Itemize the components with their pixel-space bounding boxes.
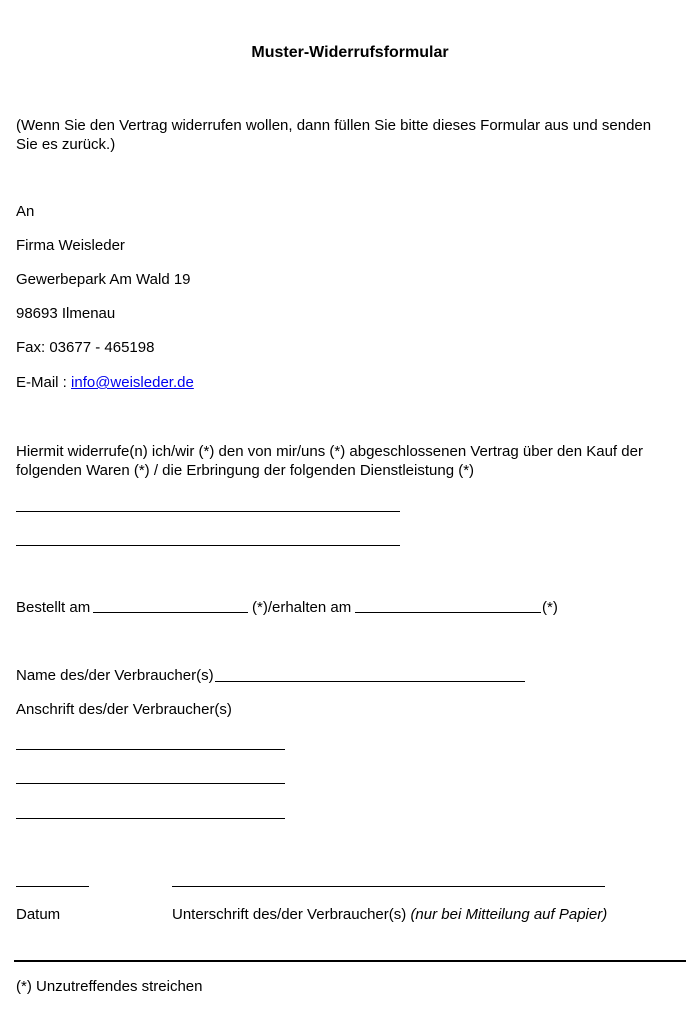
consumer-address-label: Anschrift des/der Verbraucher(s) <box>16 701 232 718</box>
form-title: Muster-Widerrufsformular <box>251 44 449 61</box>
recipient-fax: Fax: 03677 - 465198 <box>16 339 155 356</box>
signature-label: Unterschrift des/der Verbraucher(s) <box>172 906 411 923</box>
recipient-email-label: E-Mail : <box>16 374 72 391</box>
recipient-company: Firma Weisleder <box>16 237 125 254</box>
signature-note: (nur bei Mitteilung auf Papier) <box>410 906 608 923</box>
date-label: Datum <box>16 906 61 923</box>
signature-line[interactable] <box>172 886 605 887</box>
footnote-text: (*) Unzutreffendes streichen <box>16 978 203 995</box>
recipient-city: 98693 Ilmenau <box>16 305 116 322</box>
signature-label-row <box>172 905 607 924</box>
date-line[interactable] <box>16 886 89 887</box>
received-label: (*)/erhalten am <box>252 599 352 616</box>
recipient-street: Gewerbepark Am Wald 19 <box>16 271 191 288</box>
ordered-label: Bestellt am <box>16 599 91 616</box>
address-line-1[interactable] <box>16 749 285 750</box>
declaration-text: Hiermit widerrufe(n) ich/wir (*) den von mir/uns (*) abgeschlossenen Vertrag über den Kauf der folgenden Waren (*) / die Erbringung der folgenden Dienstleistung (*) <box>16 443 643 479</box>
consumer-name-label: Name des/der Verbraucher(s) <box>16 667 214 684</box>
recipient-email-row <box>16 373 194 392</box>
address-line-3[interactable] <box>16 818 285 819</box>
received-suffix: (*) <box>542 599 558 616</box>
received-date-line[interactable] <box>355 612 541 613</box>
goods-line-1[interactable] <box>16 511 400 512</box>
recipient-email-link[interactable]: info@weisleder.de <box>71 374 194 391</box>
goods-line-2[interactable] <box>16 545 400 546</box>
ordered-date-line[interactable] <box>93 612 248 613</box>
recipient-to: An <box>16 203 35 220</box>
consumer-name-line[interactable] <box>215 681 525 682</box>
address-line-2[interactable] <box>16 783 285 784</box>
intro-text: (Wenn Sie den Vertrag widerrufen wollen, dann füllen Sie bitte dieses Formular aus und senden Sie es zurück.) <box>16 117 652 153</box>
footer-divider <box>14 960 686 962</box>
